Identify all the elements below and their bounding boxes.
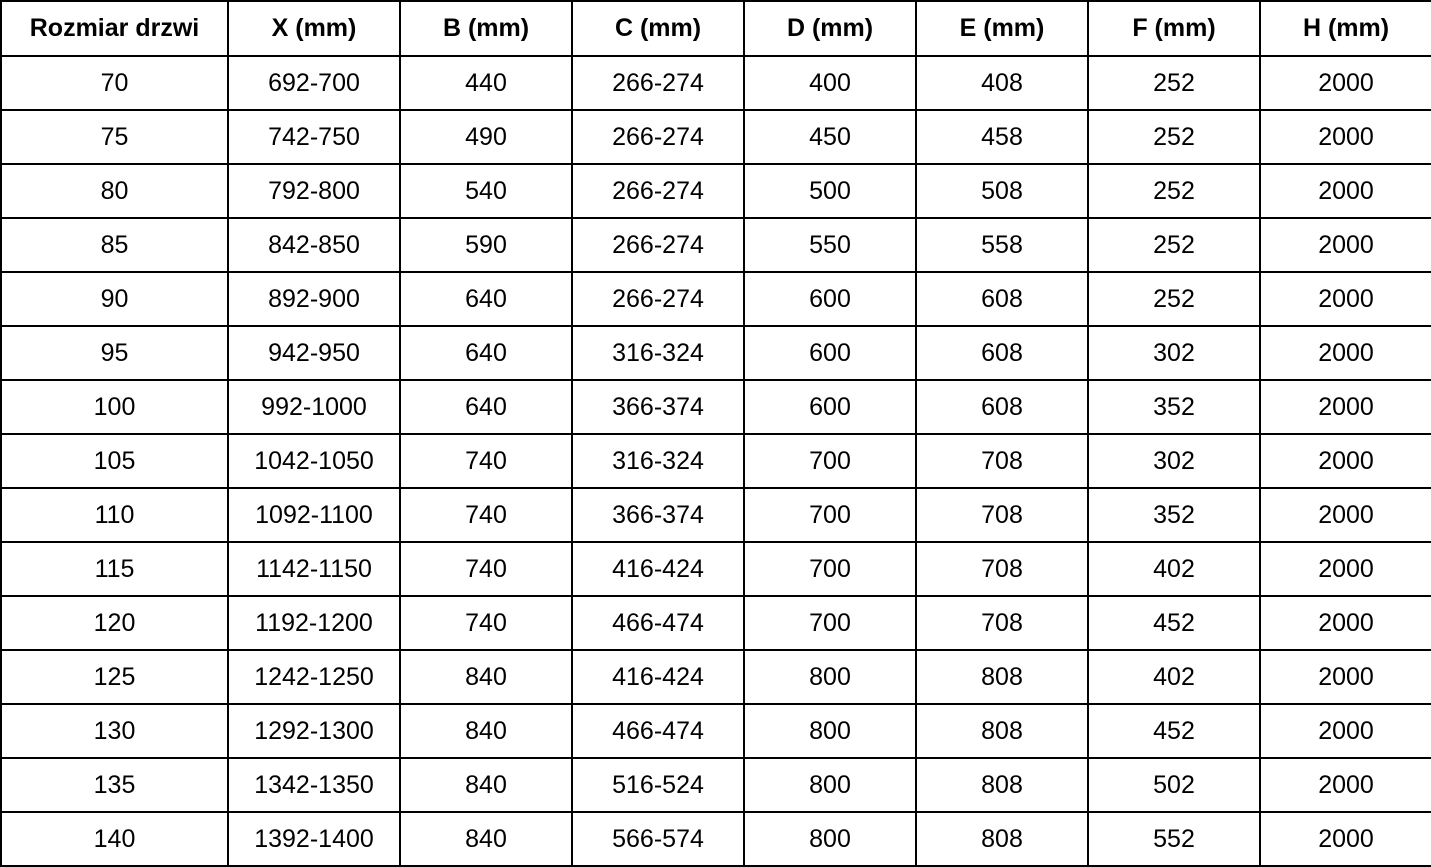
table-cell-d-mm: 800 <box>744 812 916 866</box>
table-cell-f-mm: 452 <box>1088 596 1260 650</box>
table-cell-e-mm: 608 <box>916 326 1088 380</box>
table-cell-e-mm: 708 <box>916 596 1088 650</box>
table-cell-c-mm: 266-274 <box>572 164 744 218</box>
table-cell-h-mm: 2000 <box>1260 110 1431 164</box>
table-cell-d-mm: 600 <box>744 326 916 380</box>
table-cell-x-mm: 1342-1350 <box>228 758 400 812</box>
table-cell-d-mm: 800 <box>744 650 916 704</box>
table-cell-d-mm: 700 <box>744 542 916 596</box>
column-header-x-mm: X (mm) <box>228 1 400 56</box>
table-cell-e-mm: 608 <box>916 272 1088 326</box>
table-cell-e-mm: 408 <box>916 56 1088 110</box>
table-cell-f-mm: 352 <box>1088 380 1260 434</box>
table-cell-rozmiar-drzwi: 80 <box>1 164 228 218</box>
table-cell-c-mm: 416-424 <box>572 650 744 704</box>
table-cell-rozmiar-drzwi: 125 <box>1 650 228 704</box>
table-cell-e-mm: 558 <box>916 218 1088 272</box>
table-cell-e-mm: 458 <box>916 110 1088 164</box>
table-cell-b-mm: 640 <box>400 326 572 380</box>
table-cell-rozmiar-drzwi: 120 <box>1 596 228 650</box>
table-cell-rozmiar-drzwi: 85 <box>1 218 228 272</box>
table-cell-c-mm: 316-324 <box>572 326 744 380</box>
table-cell-h-mm: 2000 <box>1260 434 1431 488</box>
table-cell-x-mm: 1292-1300 <box>228 704 400 758</box>
table-row <box>1 488 1431 542</box>
table-cell-c-mm: 266-274 <box>572 218 744 272</box>
table-cell-f-mm: 402 <box>1088 650 1260 704</box>
table-cell-d-mm: 700 <box>744 434 916 488</box>
table-cell-x-mm: 992-1000 <box>228 380 400 434</box>
table-cell-e-mm: 708 <box>916 434 1088 488</box>
table-cell-h-mm: 2000 <box>1260 704 1431 758</box>
table-cell-b-mm: 490 <box>400 110 572 164</box>
table-cell-h-mm: 2000 <box>1260 380 1431 434</box>
table-cell-f-mm: 302 <box>1088 434 1260 488</box>
table-cell-f-mm: 252 <box>1088 218 1260 272</box>
table-row <box>1 110 1431 164</box>
table-cell-f-mm: 452 <box>1088 704 1260 758</box>
column-header-b-mm: B (mm) <box>400 1 572 56</box>
table-cell-rozmiar-drzwi: 90 <box>1 272 228 326</box>
table-cell-d-mm: 700 <box>744 488 916 542</box>
table-cell-d-mm: 550 <box>744 218 916 272</box>
table-cell-rozmiar-drzwi: 95 <box>1 326 228 380</box>
table-cell-rozmiar-drzwi: 75 <box>1 110 228 164</box>
table-cell-rozmiar-drzwi: 115 <box>1 542 228 596</box>
table-cell-rozmiar-drzwi: 110 <box>1 488 228 542</box>
table-cell-d-mm: 500 <box>744 164 916 218</box>
table-cell-f-mm: 252 <box>1088 272 1260 326</box>
table-row <box>1 218 1431 272</box>
table-cell-b-mm: 440 <box>400 56 572 110</box>
column-header-f-mm: F (mm) <box>1088 1 1260 56</box>
table-cell-h-mm: 2000 <box>1260 542 1431 596</box>
table-cell-rozmiar-drzwi: 135 <box>1 758 228 812</box>
table-cell-c-mm: 466-474 <box>572 704 744 758</box>
table-body <box>1 56 1431 866</box>
table-cell-c-mm: 516-524 <box>572 758 744 812</box>
table-row <box>1 650 1431 704</box>
table-row <box>1 326 1431 380</box>
table-cell-b-mm: 640 <box>400 272 572 326</box>
table-cell-c-mm: 366-374 <box>572 380 744 434</box>
table-cell-d-mm: 800 <box>744 758 916 812</box>
table-cell-f-mm: 352 <box>1088 488 1260 542</box>
table-cell-b-mm: 740 <box>400 596 572 650</box>
table-cell-c-mm: 466-474 <box>572 596 744 650</box>
table-cell-d-mm: 450 <box>744 110 916 164</box>
table-cell-x-mm: 742-750 <box>228 110 400 164</box>
table-cell-c-mm: 266-274 <box>572 56 744 110</box>
table-cell-b-mm: 840 <box>400 758 572 812</box>
table-header-row <box>1 1 1431 56</box>
table-cell-rozmiar-drzwi: 100 <box>1 380 228 434</box>
table-row <box>1 542 1431 596</box>
table-cell-b-mm: 740 <box>400 488 572 542</box>
table-row <box>1 596 1431 650</box>
table-cell-x-mm: 1142-1150 <box>228 542 400 596</box>
table-cell-h-mm: 2000 <box>1260 596 1431 650</box>
table-cell-b-mm: 640 <box>400 380 572 434</box>
table-cell-f-mm: 252 <box>1088 56 1260 110</box>
table-cell-d-mm: 600 <box>744 380 916 434</box>
column-header-c-mm: C (mm) <box>572 1 744 56</box>
column-header-rozmiar-drzwi: Rozmiar drzwi <box>1 1 228 56</box>
table-cell-x-mm: 1392-1400 <box>228 812 400 866</box>
table-cell-h-mm: 2000 <box>1260 164 1431 218</box>
table-cell-e-mm: 608 <box>916 380 1088 434</box>
table-cell-h-mm: 2000 <box>1260 218 1431 272</box>
column-header-e-mm: E (mm) <box>916 1 1088 56</box>
table-cell-x-mm: 842-850 <box>228 218 400 272</box>
table-cell-d-mm: 600 <box>744 272 916 326</box>
table-cell-h-mm: 2000 <box>1260 56 1431 110</box>
table-row <box>1 380 1431 434</box>
table-cell-b-mm: 840 <box>400 704 572 758</box>
table-cell-d-mm: 700 <box>744 596 916 650</box>
table-cell-b-mm: 840 <box>400 812 572 866</box>
table-row <box>1 704 1431 758</box>
table-row <box>1 164 1431 218</box>
table-cell-x-mm: 1192-1200 <box>228 596 400 650</box>
table-cell-c-mm: 266-274 <box>572 272 744 326</box>
table-cell-h-mm: 2000 <box>1260 272 1431 326</box>
table-row <box>1 812 1431 866</box>
table-cell-f-mm: 302 <box>1088 326 1260 380</box>
table-cell-f-mm: 502 <box>1088 758 1260 812</box>
table-cell-x-mm: 942-950 <box>228 326 400 380</box>
table-cell-x-mm: 892-900 <box>228 272 400 326</box>
table-cell-h-mm: 2000 <box>1260 488 1431 542</box>
table-cell-rozmiar-drzwi: 70 <box>1 56 228 110</box>
table-cell-rozmiar-drzwi: 130 <box>1 704 228 758</box>
table-cell-rozmiar-drzwi: 140 <box>1 812 228 866</box>
table-row <box>1 56 1431 110</box>
column-header-h-mm: H (mm) <box>1260 1 1431 56</box>
table-cell-e-mm: 808 <box>916 650 1088 704</box>
table-cell-rozmiar-drzwi: 105 <box>1 434 228 488</box>
table-cell-f-mm: 252 <box>1088 164 1260 218</box>
table-cell-x-mm: 792-800 <box>228 164 400 218</box>
table-cell-e-mm: 508 <box>916 164 1088 218</box>
table-cell-c-mm: 266-274 <box>572 110 744 164</box>
table-cell-x-mm: 692-700 <box>228 56 400 110</box>
table-cell-e-mm: 708 <box>916 542 1088 596</box>
table-cell-f-mm: 402 <box>1088 542 1260 596</box>
table-cell-e-mm: 708 <box>916 488 1088 542</box>
table-cell-b-mm: 840 <box>400 650 572 704</box>
table-cell-b-mm: 740 <box>400 542 572 596</box>
table-cell-x-mm: 1242-1250 <box>228 650 400 704</box>
table-cell-h-mm: 2000 <box>1260 812 1431 866</box>
table-cell-c-mm: 566-574 <box>572 812 744 866</box>
table-cell-b-mm: 740 <box>400 434 572 488</box>
table-cell-e-mm: 808 <box>916 758 1088 812</box>
table-cell-b-mm: 540 <box>400 164 572 218</box>
table-cell-h-mm: 2000 <box>1260 650 1431 704</box>
table-cell-f-mm: 552 <box>1088 812 1260 866</box>
table-row <box>1 758 1431 812</box>
table-cell-f-mm: 252 <box>1088 110 1260 164</box>
table-cell-c-mm: 366-374 <box>572 488 744 542</box>
table-row <box>1 434 1431 488</box>
table-cell-h-mm: 2000 <box>1260 326 1431 380</box>
table-cell-c-mm: 416-424 <box>572 542 744 596</box>
table-cell-c-mm: 316-324 <box>572 434 744 488</box>
column-header-d-mm: D (mm) <box>744 1 916 56</box>
table-cell-h-mm: 2000 <box>1260 758 1431 812</box>
table-cell-d-mm: 800 <box>744 704 916 758</box>
table-cell-e-mm: 808 <box>916 704 1088 758</box>
table-row <box>1 272 1431 326</box>
table-cell-x-mm: 1042-1050 <box>228 434 400 488</box>
table-cell-x-mm: 1092-1100 <box>228 488 400 542</box>
table-cell-e-mm: 808 <box>916 812 1088 866</box>
table-cell-b-mm: 590 <box>400 218 572 272</box>
table-cell-d-mm: 400 <box>744 56 916 110</box>
